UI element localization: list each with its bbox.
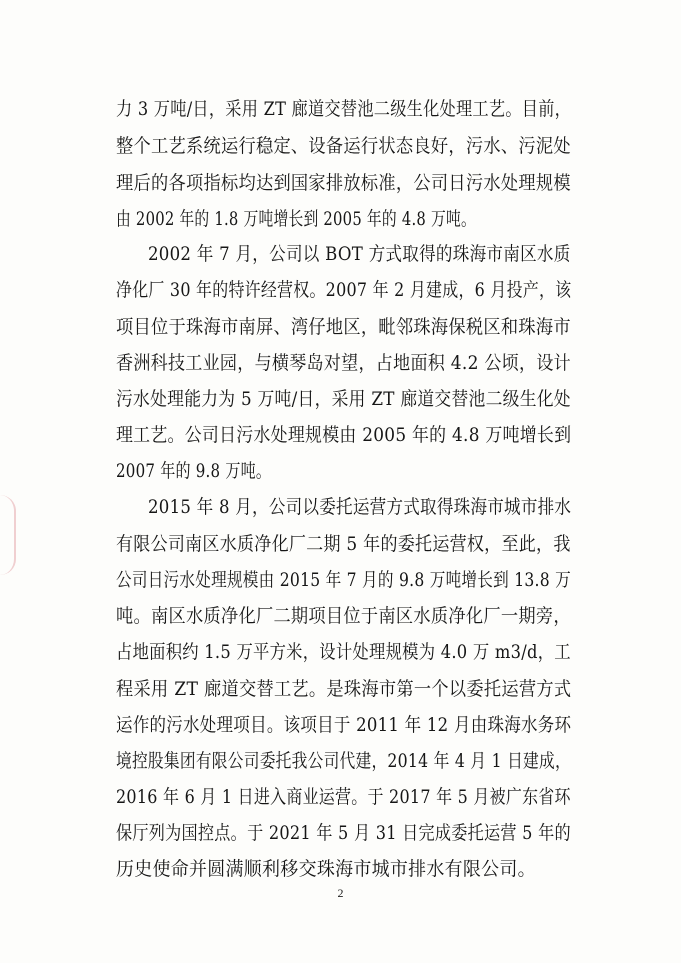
text-line-content: 程采用 ZT 廊道交替工艺。是珠海市第一个以委托运营方式 (116, 678, 572, 700)
text-line (0, 311, 681, 343)
text-line (0, 347, 681, 379)
text-line (0, 419, 681, 451)
text-line-content: 占地面积约 1.5 万平方米，设计处理规模为 4.0 万 m3/d，工 (116, 641, 571, 663)
text-line (0, 817, 681, 849)
text-line (0, 203, 681, 235)
text-line (0, 491, 681, 523)
text-line (0, 636, 681, 668)
text-line (0, 528, 681, 560)
text-line-content: 2015 年 8 月，公司以委托运营方式取得珠海市城市排水 (148, 496, 572, 518)
text-line-content: 由 2002 年的 1.8 万吨增长到 2005 年的 4.8 万吨。 (116, 208, 476, 230)
text-line-content: 有限公司南区水质净化厂二期 5 年的委托运营权，至此，我 (116, 533, 571, 555)
text-line (0, 383, 681, 415)
text-line (0, 130, 681, 162)
text-line-content: 2016 年 6 月 1 日进入商业运营。于 2017 年 5 月被广东省环 (116, 786, 571, 808)
text-line (0, 274, 681, 306)
text-line (0, 564, 681, 596)
text-line-content: 公司日污水处理规模由 2015 年 7 月的 9.8 万吨增长到 13.8 万 (116, 569, 571, 591)
text-line-content: 2002 年 7 月，公司以 BOT 方式取得的珠海市南区水质 (148, 243, 571, 265)
text-line-content: 运作的污水处理项目。该项目于 2011 年 12 月由珠海水务环 (116, 714, 572, 736)
text-line-content: 境控股集团有限公司委托我公司代建，2014 年 4 月 1 日建成， (116, 750, 571, 772)
page-number: 2 (337, 886, 344, 900)
text-line (0, 745, 681, 777)
text-line-content: 项目位于珠海市南屏、湾仔地区，毗邻珠海保税区和珠海市 (116, 316, 571, 338)
text-line (0, 709, 681, 741)
text-line-content: 力 3 万吨/日，采用 ZT 廊道交替池二级生化处理工艺。目前， (116, 98, 572, 120)
text-line-content: 净化厂 30 年的特许经营权。2007 年 2 月建成，6 月投产，该 (116, 279, 572, 301)
text-line-content: 吨。南区水质净化厂二期项目位于南区水质净化厂一期旁， (116, 605, 571, 627)
text-line (0, 93, 681, 125)
text-line-content: 香洲科技工业园，与横琴岛对望，占地面积 4.2 公顷，设计 (116, 352, 571, 374)
text-line-content: 2007 年的 9.8 万吨。 (116, 460, 272, 482)
text-line (0, 238, 681, 270)
text-line-content: 整个工艺系统运行稳定、设备运行状态良好，污水、污泥处 (116, 135, 571, 157)
text-line-content: 污水处理能力为 5 万吨/日，采用 ZT 廊道交替池二级生化处 (116, 388, 571, 410)
text-line (0, 673, 681, 705)
text-line (0, 600, 681, 632)
text-line-content: 理工艺。公司日污水处理规模由 2005 年的 4.8 万吨增长到 (116, 424, 572, 446)
text-line (0, 455, 681, 487)
text-line (0, 167, 681, 199)
text-line-content: 保厅列为国控点。于 2021 年 5 月 31 日完成委托运营 5 年的 (116, 822, 571, 844)
text-line-content: 历史使命并圆满顺利移交珠海市城市排水有限公司。 (116, 858, 536, 880)
text-line-content: 理后的各项指标均达到国家排放标准，公司日污水处理规模 (116, 172, 571, 194)
text-line (0, 853, 681, 885)
text-line (0, 781, 681, 813)
